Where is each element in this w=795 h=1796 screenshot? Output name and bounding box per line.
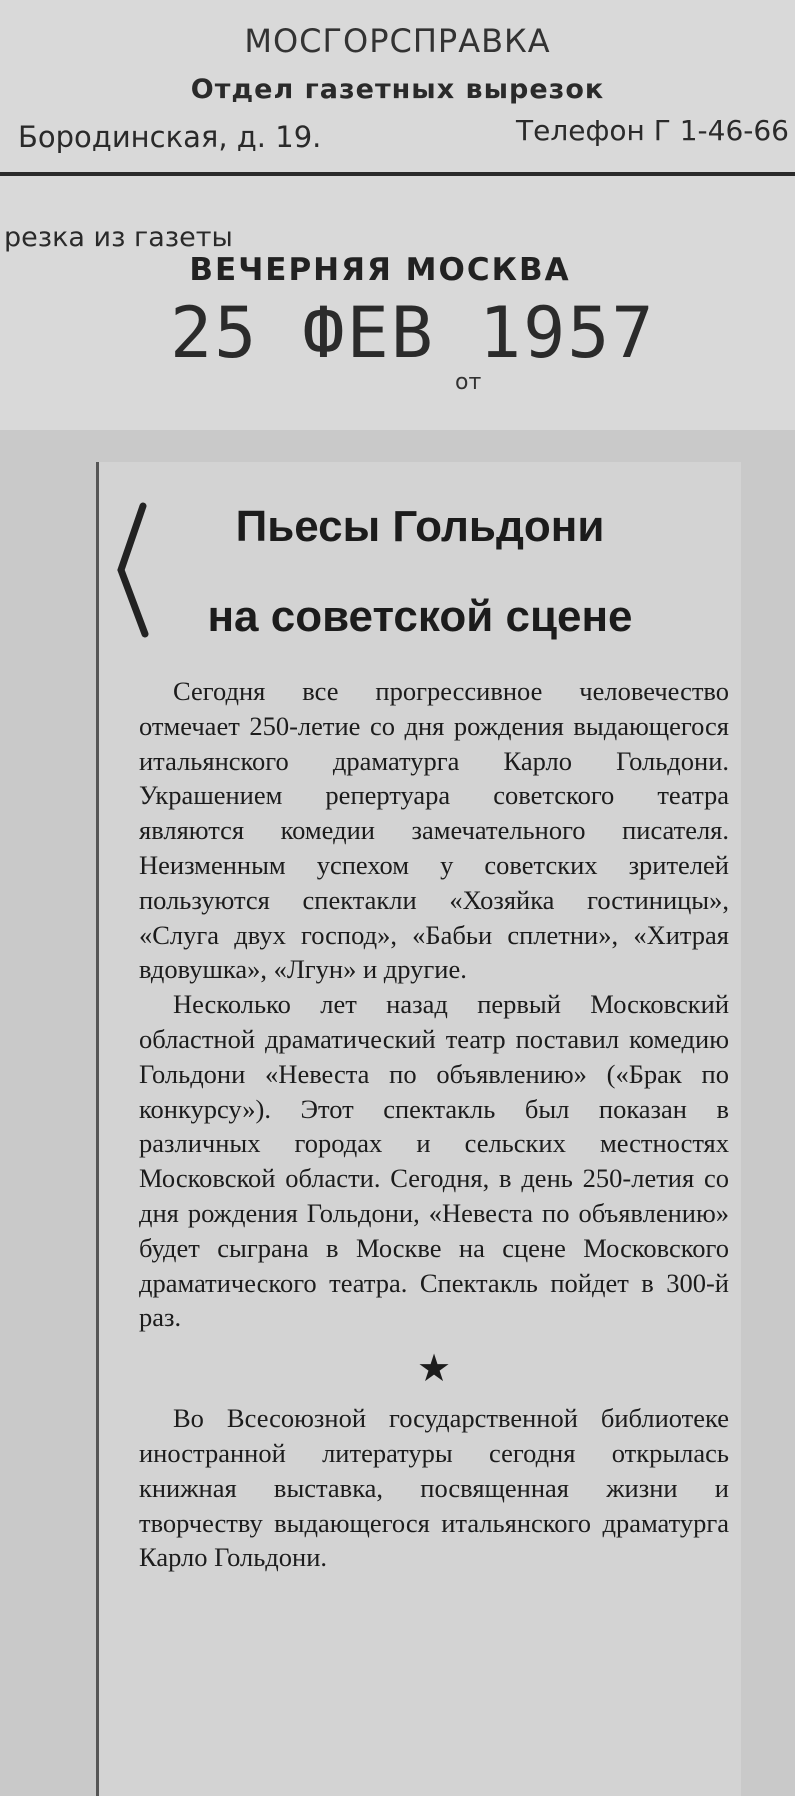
department-name: Отдел газетных вырезок — [190, 74, 605, 105]
article-body — [139, 674, 729, 1575]
date-stamp: 25 ФЕВ 1957 — [170, 292, 656, 374]
newspaper-clipping — [96, 462, 741, 1796]
header-divider — [0, 172, 795, 176]
paragraph-3: Во Всесоюзной государственной библиотеке иностранной литературы сегодня открылась книжная выставка, посвященная жизни и творчеству выдающегося итальянского драматурга Карло Гольдони. — [139, 1403, 729, 1573]
newspaper-name: ВЕЧЕРНЯЯ МОСКВА — [189, 252, 571, 288]
from-label: от — [455, 370, 482, 395]
paragraph-2: Несколько лет назад первый Московский областной драматический театр поставил комедию Гольдони «Невеста по объявлению» («Брак по конкурсу»). Этот спектакль был показан в различных городах и сельских местностях Московской области. Сегодня, в день 250-летия со дня рождения Гольдони, «Невеста по объявлению» будет сыграна в Москве на сцене Московского драматического театра. Спектакль пойдет в 300-й раз. — [139, 989, 729, 1333]
clipping-service-form — [0, 0, 795, 430]
address: Бородинская, д. 19. — [18, 120, 322, 154]
organization-name: МОСГОРСПРАВКА — [244, 22, 551, 60]
star-separator: ★ — [416, 1348, 452, 1391]
headline-line-1: Пьесы Гольдони — [235, 502, 605, 551]
paragraph-1: Сегодня все прогрессивное человечество отмечает 250-летие со дня рождения выдающегося итальянского драматурга Карло Гольдони. Украшением репертуара советского театра являются комедии замечательного писателя. Неизменным успехом у советских зрителей пользуются спектакли «Хозяйка гостиницы», «Слуга двух господ», «Бабьи сплетни», «Хитрая вдовушка», «Лгун» и другие. — [139, 676, 729, 985]
cutting-label: резка из газеты — [4, 222, 233, 253]
phone-number: Телефон Г 1-46-66 — [516, 114, 789, 147]
headline-line-2: на советской сцене — [207, 592, 633, 641]
